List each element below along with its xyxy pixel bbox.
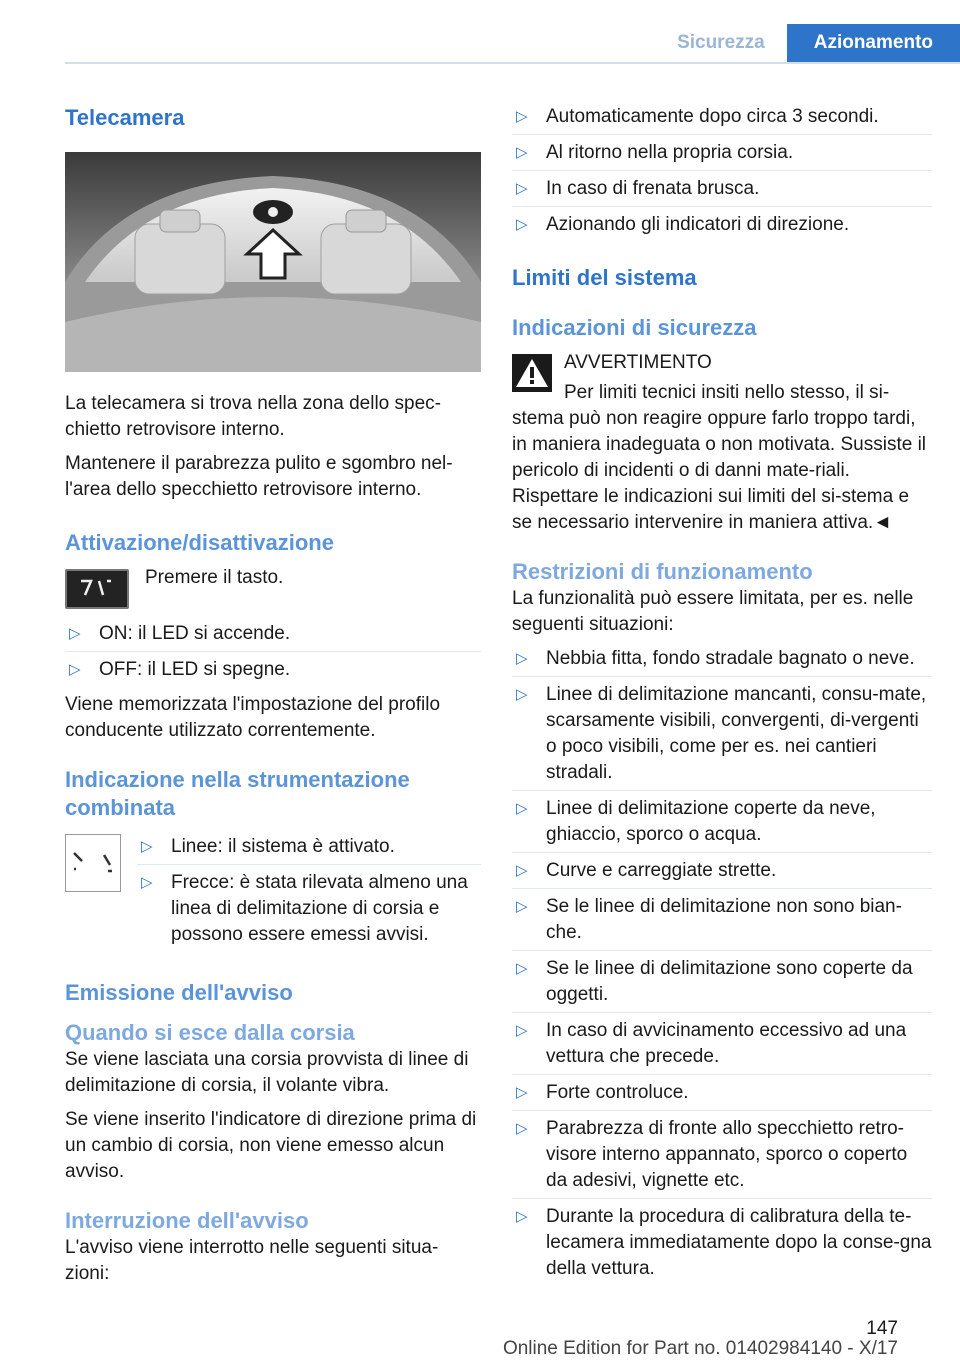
warning-text: Per limiti tecnici insiti nello stesso, il si-stema può non reagire oppure farlo troppo tardi, in maniera inadeguata o non motivata. Sussiste il pericolo di incidenti o di danni mate-riali. Rispettare le indicazioni sui limiti del si-stema e se necessario intervenire in maniera attiva.◄ (512, 382, 927, 533)
list-item: ▷ OFF: il LED si spegne. (65, 657, 481, 687)
list-item: ▷ Parabrezza di fronte allo specchietto retro-visore interno appannato, sporco o coperto da adesivi, vignette etc. (512, 1116, 932, 1199)
activation-list (65, 621, 481, 687)
list-item: ▷ Linee di delimitazione coperte da neve, ghiaccio, sporco o acqua. (512, 796, 932, 853)
warning-label: AVVERTIMENTO (564, 352, 712, 373)
left-column (65, 98, 481, 1287)
display-row (65, 834, 481, 957)
list-item: ▷ In caso di avvicinamento eccessivo ad una vettura che precede. (512, 1018, 932, 1075)
heading-system-limits: Limiti del sistema (512, 265, 697, 290)
heading-interrupt-warning: Interruzione dell'avviso (65, 1208, 309, 1233)
page-number: 147 (866, 1318, 898, 1339)
list-item: ▷ Se le linee di delimitazione sono coperte da oggetti. (512, 956, 932, 1013)
heading-restrictions: Restrizioni di funzionamento (512, 559, 813, 584)
interrupt-list (512, 104, 932, 242)
lane-display-icon (65, 834, 121, 892)
paragraph-restrictions: La funzionalità può essere limitata, per es. nelle seguenti situazioni: (512, 588, 914, 635)
list-item: ▷ In caso di frenata brusca. (512, 176, 932, 207)
list-item: ▷ Automaticamente dopo circa 3 secondi. (512, 104, 932, 135)
list-item: ▷ Se le linee di delimitazione non sono bian-che. (512, 894, 932, 951)
list-item: ▷ ON: il LED si accende. (65, 621, 481, 652)
list-item: ▷ Linee di delimitazione mancanti, consu-mate, scarsamente visibili, convergenti, di-vergenti o poco visibili, come per es. nei cantieri stradali. (512, 682, 932, 791)
heading-warning-output: Emissione dell'avviso (65, 980, 293, 1005)
section-title-telecamera: Telecamera (65, 105, 185, 130)
camera-photo (65, 152, 481, 372)
warning-block (512, 352, 932, 536)
paragraph-keep-clean: Mantenere il parabrezza pulito e sgombro nel-l'area dello specchietto retrovisore interno. (65, 453, 453, 500)
restrictions-list (512, 646, 932, 1286)
heading-display: Indicazione nella strumentazione combinata (65, 767, 410, 820)
paragraph-turn-indicator: Se viene inserito l'indicatore di direzione prima di un cambio di corsia, non viene emesso alcun avviso. (65, 1109, 477, 1182)
lane-button-icon (65, 569, 129, 609)
press-button-text: Premere il tasto. (145, 567, 284, 588)
list-item: ▷ Azionando gli indicatori di direzione. (512, 212, 932, 242)
tab-azionamento[interactable]: Azionamento (787, 24, 960, 62)
heading-leaving-lane: Quando si esce dalla corsia (65, 1020, 355, 1045)
list-item: ▷ Frecce: è stata rilevata almeno una linea di delimitazione di corsia e possono essere emessi avvisi. (137, 870, 481, 952)
list-item: ▷ Nebbia fitta, fondo stradale bagnato o neve. (512, 646, 932, 677)
activation-row (65, 567, 481, 609)
list-item: ▷ Linee: il sistema è attivato. (137, 834, 481, 865)
paragraph-camera-location: La telecamera si trova nella zona dello spec-chietto retrovisore interno. (65, 393, 441, 440)
paragraph-interrupt: L'avviso viene interrotto nelle seguenti situa-zioni: (65, 1237, 439, 1284)
header-tabs (655, 24, 960, 62)
list-item: ▷ Al ritorno nella propria corsia. (512, 140, 932, 171)
list-item: ▷ Forte controluce. (512, 1080, 932, 1111)
display-list (137, 834, 481, 957)
heading-activation: Attivazione/disattivazione (65, 530, 334, 555)
header-rule (65, 62, 960, 64)
warning-triangle-icon (512, 354, 552, 392)
right-column (512, 98, 932, 1291)
edition-footer: Online Edition for Part no. 01402984140 - X/17 (502, 1338, 898, 1359)
list-item: ▷ Curve e carreggiate strette. (512, 858, 932, 889)
list-item: ▷ Durante la procedura di calibratura della te-lecamera immediatamente dopo la conse-gna della vettura. (512, 1204, 932, 1286)
heading-safety-notes: Indicazioni di sicurezza (512, 315, 757, 340)
tab-sicurezza[interactable]: Sicurezza (655, 24, 787, 62)
paragraph-profile: Viene memorizzata l'impostazione del profilo conducente utilizzato correntemente. (65, 694, 441, 741)
paragraph-steering-vibration: Se viene lasciata una corsia provvista di linee di delimitazione di corsia, il volante vibra. (65, 1049, 469, 1096)
